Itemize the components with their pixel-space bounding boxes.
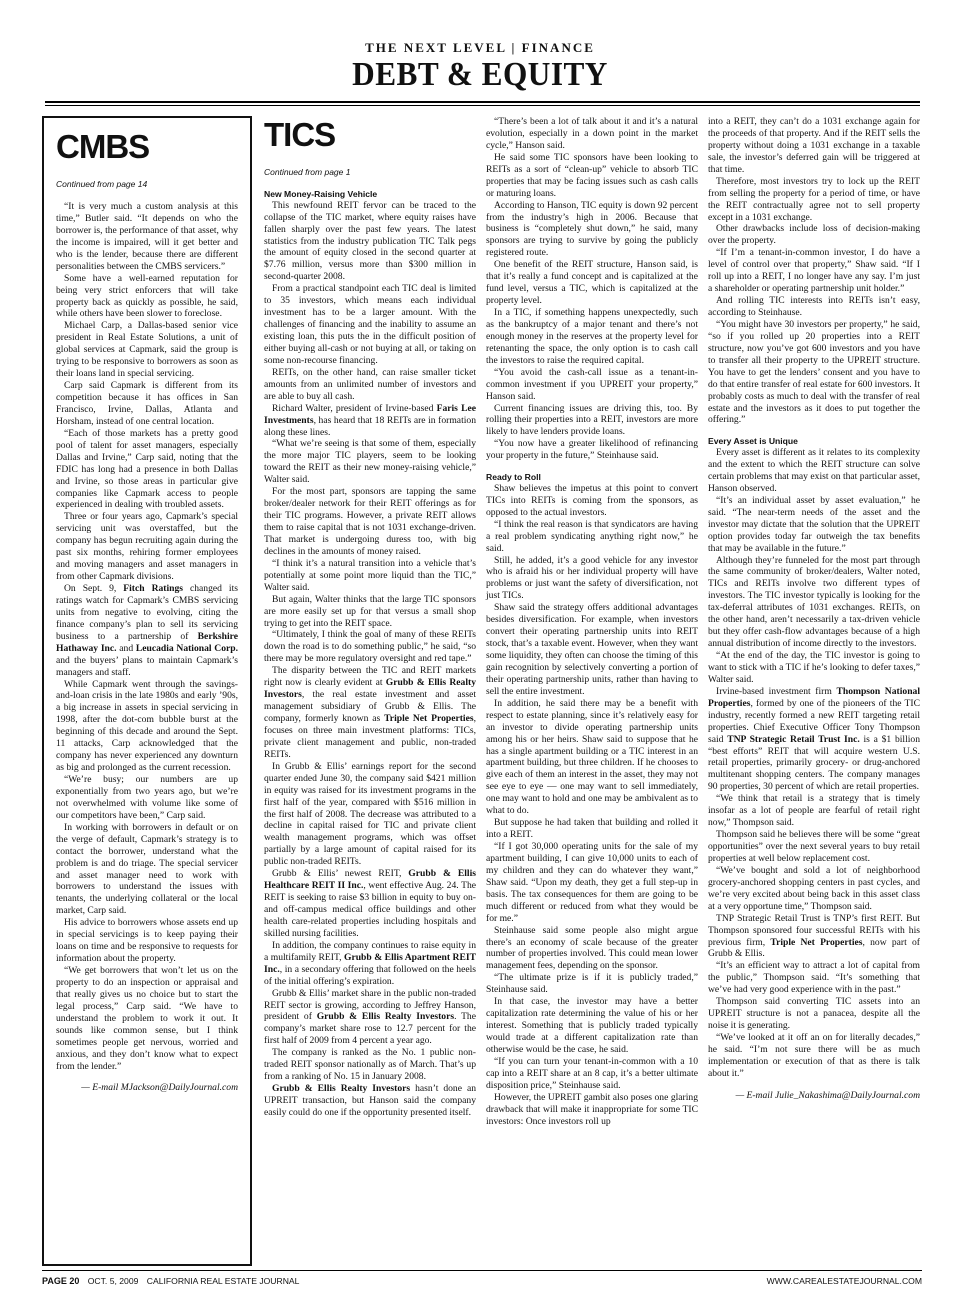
article-paragraph: Thompson said he believes there will be some “great opportunities” over the next several years to buy retail properties at well below replacement cost.: [708, 829, 920, 864]
article-paragraph: Although they’re funneled for the most part through the same community of broker/dealers, Walter noted, TICs and REITs involve two different types of investors. The TIC investor typically is looking for the tax-deferral attributes of 1031 exchanges. REITs, on the other hand, aren’t necessarily a tax-driven vehicle but they offer cash-flow advantages because of a high annual distribution of income directly to the investors.: [708, 554, 920, 650]
page-footer: [42, 1270, 922, 1286]
tics-column-1-body: [264, 189, 476, 1119]
subhead: New Money-Raising Vehicle: [264, 189, 378, 199]
article-paragraph: In addition, the company continues to raise equity in a multifamily REIT, Grubb & Ellis Apartment REIT Inc., in a secondary offering that followed on the heels of the initial offering’s expiration.: [264, 939, 476, 987]
footer-left: [42, 1276, 305, 1286]
article-paragraph: Other drawbacks include loss of decision-making over the property.: [708, 223, 920, 247]
article-paragraph: “You avoid the cash-call issue as a tenant-in-common investment if you UPREIT your property,” Hanson said.: [486, 366, 698, 402]
article-paragraph: According to Hanson, TIC equity is down 92 percent from the industry’s high in 2006. Because that business is “completely shut down,” he said, many sponsors are trying to survive by going the publicly registered route.: [486, 199, 698, 259]
article-paragraph: His advice to borrowers whose assets end up in special servicings is to keep paying their loans on time and be responsive to requests for information about the property.: [56, 917, 238, 965]
article-paragraph: But again, Walter thinks that the large TIC sponsors are more easily set up for that versus a small shop trying to get into the REIT space.: [264, 593, 476, 629]
article-paragraph: From a practical standpoint each TIC deal is limited to 35 investors, which means each individual investment has to be a larger amount. With the challenges of financing and the inability to assume an existing loan, this puts the in the difficult position of either buying all-cash or not buying at all, or taking on some non-recourse financing.: [264, 283, 476, 366]
article-paragraph: Thompson said converting TIC assets into an UPREIT structure is not a panacea, despite all the noise it is generating.: [708, 996, 920, 1032]
article-paragraph: “If I got 30,000 operating units for the sale of my apartment building, I can give 10,000 units to each of my children and they can do whatever they want,” Shaw said. “Upon my death, they get a full step-up in basis. The tax consequences for them are going to be much different or reduced from what they would be for me.”: [486, 841, 698, 924]
article-paragraph: In working with borrowers in default or on the verge of default, Capmark’s strategy is to contact the borrower, understand what the problem is and do triage. The special servicer and asset manager need to work with borrowers to understand the issues with tenants, the underlying collateral or the local market, Carp said.: [56, 821, 238, 917]
article-paragraph: Grubb & Ellis’ newest REIT, Grubb & Ellis Healthcare REIT II Inc., went effective Aug. 24. The REIT is seeking to raise $3 billion in equity to buy on- and off-campus medical office buildings and other health care-related properties including hospitals and skilled nursing facilities.: [264, 868, 476, 939]
article-paragraph: Current financing issues are driving this, too. By rolling their properties into a REIT, investors are more likely to have lenders provide loans.: [486, 402, 698, 438]
article-paragraph: “Each of those markets has a pretty good pool of talent for asset managers, especially Dallas and Irvine,” Carp said, noting that the FDIC has long had a presence in both Dallas and Irvine, so those areas in particular give companies like Capmark access to people experienced in dealing with troubled assets.: [56, 427, 238, 511]
publication-url[interactable]: WWW.CAREALESTATEJOURNAL.COM: [766, 1276, 922, 1286]
subhead: Ready to Roll: [486, 472, 541, 483]
cmbs-continued-line: Continued from page 14: [56, 179, 148, 189]
article-paragraph: “We’ve looked at it off an on for literally decades,” he said. “I’m not sure there will be as much implementation or execution of that as there is talk about it.”: [708, 1032, 920, 1079]
cmbs-kicker: CMBS: [56, 128, 150, 165]
tics-author-email[interactable]: — E-mail Julie_Nakashima@DailyJournal.com: [735, 1089, 920, 1101]
section-kicker: THE NEXT LEVEL | FINANCE: [365, 40, 595, 55]
tics-column-2: [486, 116, 698, 1128]
cmbs-author-email[interactable]: — E-mail MJackson@DailyJournal.com: [81, 1082, 238, 1094]
article-paragraph: “It is very much a custom analysis at this time,” Butler said. “It depends on who the borrower is, the performance of that asset, why the income is impaired, will it get better and who is the lender, because there are different personalities between the CMBS servicers.”: [56, 201, 238, 272]
article-paragraph: Shaw believes the impetus at this point to convert TICs into REITs is coming from the sponsors, as opposed to the actual investors.: [486, 482, 698, 518]
article-paragraph: While Capmark went through the savings-and-loan crisis in the late 1980s and early ’90s, a big increase in assets in special servicing in 1998, after the dot-com bubble burst at the beginning of this decade and around the Sept. 11 attacks, Carp acknowledged that the company has never experienced any downturn as big and prolonged as the current recession.: [56, 678, 238, 774]
article-paragraph: “It’s an efficient way to attract a lot of capital from the public,” Thompson said. “It’s something that we’ve had very good experience with in the past.”: [708, 960, 920, 996]
tics-kicker: TICS: [264, 116, 336, 153]
article-paragraph: Still, he added, it’s a good vehicle for any investor who is afraid his or her individual property will have problems or just want the safety of diversification, not just TICs.: [486, 554, 698, 602]
article-paragraph: Carp said Capmark is different from its competition because it has offices in San Francisco, Irvine, Dallas, Atlanta and Horsham, instead of one central location.: [56, 380, 238, 427]
article-paragraph: “There’s been a lot of talk about it and it’s a natural evolution, especially in a down point in the market cycle,” Hanson said.: [486, 116, 698, 151]
article-paragraph: For the most part, sponsors are tapping the same broker/dealer network for their REIT offerings as for their TIC programs. However, a private REIT allows them to raise capital that is not 1031 exchange-driven. That market is undergoing duress too, with big declines in the amounts of money raised.: [264, 486, 476, 557]
masthead: [0, 40, 960, 92]
article-paragraph: Michael Carp, a Dallas-based senior vice president in Real Estate Solutions, a unit of global services at Capmark, said the group is trying to be responsive to borrowers as soon as their loans land in special servicing.: [56, 320, 238, 380]
article-paragraph: Three or four years ago, Capmark’s special servicing unit was overstaffed, but the company has begun recruiting again during the past six months, rehiring former employees and moving managers and asset managers in from other Capmark divisions.: [56, 511, 238, 583]
article-paragraph: “We get borrowers that won’t let us on the property to do an inspection or appraisal and that really gives us no choice but to start the legal process,” Carp said. “We have to understand the problem to work it out. It sounds like common sense, but I think sometimes people get nervous, worried and anxious, and they don’t know what to expect from the lender.”: [56, 965, 238, 1072]
article-paragraph: “I think the real reason is that syndicators are having a real problem syndicating anything right now,” he said.: [486, 518, 698, 554]
article-paragraph: “If I’m a tenant-in-common investor, I do have a level of control over that property,” Shaw said. “If I roll up into a REIT, I no longer have any say. I’m just a shareholder or operating partnership unit holder.”: [708, 247, 920, 295]
article-paragraph: Irvine-based investment firm Thompson National Properties, formed by one of the pioneers of the TIC industry, recently formed a new REIT targeting retail properties. Chief Executive Officer Tony Thompson said TNP Strategic Retail Trust Inc. is a $1 billion “best efforts” REIT that will acquire western U.S. retail properties, primarily grocery- or drug-anchored multitenant shopping centers. The company manages 90 properties, 30 percent of which are retail properties.: [708, 685, 920, 793]
article-paragraph: This newfound REIT fervor can be traced to the collapse of the TIC market, where equity raises have fallen sharply over the past few years. The latest statistics from the industry publication TIC Talk pegs the amount of equity closed in the second quarter at $7.76 million, versus more than $300 million in second-quarter 2008.: [264, 199, 476, 283]
masthead-rule: [45, 101, 920, 103]
article-paragraph: Grubb & Ellis’ market share in the public non-traded REIT sector is growing, according to Jeffrey Hanson, president of Grubb & Ellis Realty Investors. The company’s market share rose to 12.7 percent for the first half of 2009 from 4 percent a year ago.: [264, 987, 476, 1047]
article-paragraph: In Grubb & Ellis’ earnings report for the second quarter ended June 30, the company said $421 million in equity was raised for its investment programs in the first half of the year, compared with $516 million in the first half of 2008. The decrease was attributed to a decline in capital raised for TIC and private client wealth management programs, which was offset partially by a large amount of capital raised for its public non-traded REITs.: [264, 760, 476, 868]
article-paragraph: Richard Walter, president of Irvine-based Faris Lee Investments, has heard that 18 REITs are in formation along these lines.: [264, 402, 476, 438]
article-paragraph: “The ultimate prize is if it is publicly traded,” Steinhause said.: [486, 972, 698, 996]
article-paragraph: One benefit of the REIT structure, Hanson said, is that it’s really a fund concept and is capitalized at the fund level, versus a TIC, which is capitalized at the property level.: [486, 259, 698, 307]
article-paragraph: TNP Strategic Retail Trust is TNP’s first REIT. But Thompson sponsored four successful REITs with his previous firm, Triple Net Properties, now part of Grubb & Ellis.: [708, 912, 920, 960]
article-paragraph: REITs, on the other hand, can raise smaller ticket amounts from an unlimited number of investors and are able to buy all cash.: [264, 366, 476, 402]
article-paragraph: “Ultimately, I think the goal of many of these REITs down the road is to do something public,” he said, “so there may be more regulatory oversight and red tape.”: [264, 629, 476, 665]
article-paragraph: into a REIT, they can’t do a 1031 exchange again for the proceeds of that property. And if the REIT sells the property without doing a 1031 exchange in a taxable sale, the investor’s deferred gain will be triggered at that time.: [708, 116, 920, 175]
article-paragraph: In that case, the investor may have a better capitalization rate determining the value of his or her interest. Something that is publicly traded typically would trade at a different capitalization rate than otherwise would be the case, he said.: [486, 996, 698, 1055]
article-paragraph: And rolling TIC interests into REITs isn’t easy, according to Steinhause.: [708, 295, 920, 318]
article-paragraph: Grubb & Ellis Realty Investors hasn’t done an UPREIT transaction, but Hanson said the company easily could do one if the opportunity presented itself.: [264, 1083, 476, 1118]
article-paragraph: Every asset is different as it relates to its complexity and the extent to which the REIT structure can solve certain problems that may exist on that particular asset, Hanson observed.: [708, 447, 920, 494]
cmbs-article-body: [56, 201, 238, 1072]
article-paragraph: However, the UPREIT gambit also poses one glaring drawback that will make it inappropriate for some TIC investors: Once investors roll up: [486, 1091, 698, 1127]
section-title: DEBT & EQUITY: [352, 56, 608, 93]
masthead-rule-thin: [45, 105, 920, 106]
publication-name: CALIFORNIA REAL ESTATE JOURNAL: [146, 1276, 300, 1286]
issue-date: OCT. 5, 2009: [87, 1276, 139, 1286]
article-paragraph: “I think it’s a natural transition into a vehicle that’s potentially at some point more liquid than the TIC,” Walter said.: [264, 557, 476, 593]
tics-column-3-body: [708, 116, 920, 1080]
tics-column-1: [264, 116, 476, 1119]
article-paragraph: “It’s an individual asset by asset evaluation,” he said. “The near-term needs of the asset and the investor may dictate that the solution that the UPREIT option provides today far outweigh the tax benefits that may be available in the future.”: [708, 494, 920, 554]
cmbs-sidebar: [42, 116, 252, 1266]
article-paragraph: “You now have a greater likelihood of refinancing your property in the future,” Steinhause said.: [486, 438, 698, 462]
subhead: Every Asset is Unique: [708, 436, 798, 447]
article-paragraph: On Sept. 9, Fitch Ratings changed its ratings watch for Capmark’s CMBS servicing units from negative to evolving, citing the finance company’s plan to sell its servicing business to a partnership of Berkshire Hathaway Inc. and Leucadia National Corp. and the buyers’ plans to maintain Capmark’s managers and staff.: [56, 583, 238, 678]
article-paragraph: Steinhause said some people also might argue there’s an economy of scale because of the greater number of properties involved. This could mean lower management fees, depending on the sponsor.: [486, 924, 698, 972]
article-paragraph: “We’re busy; our numbers are up exponentially from two years ago, but we’re not overwhelmed with volume like some of our competitors have been,” Carp said.: [56, 774, 238, 821]
article-paragraph: In a TIC, if something happens unexpectedly, such as the bankruptcy of a major tenant and there’s not enough money in the reserves at the property level for retenanting the space, the only option is to cash call the investors to raise the required capital.: [486, 307, 698, 366]
tics-column-2-body: [486, 116, 698, 1128]
article-paragraph: Shaw said the strategy offers additional advantages besides diversification. For example, when investors convert their operating partnership units into REIT stock, that’s a taxable event. However, when they want some liquidity, they often can choose the timing of this gain recognition by selectively converting a portion of their operating partnership units, rather than having to sell the entire investment.: [486, 602, 698, 697]
tics-column-3: [708, 116, 920, 1101]
article-paragraph: “We think that retail is a strategy that is timely insofar as a lot of people are fearful of retail right now,” Thompson said.: [708, 793, 920, 829]
article-paragraph: In addition, he said there may be a benefit with respect to estate planning, since it’s relatively easy for an investor to divide operating partnership units among his or her heirs. Shaw said to suppose that he has a single apartment building or a TIC interest in an apartment building, but three children. If he chooses to give each of them an interest in the asset, they may not see eye to eye — one may want to sell immediately, one may want to hold and one may be ambivalent as to what to do.: [486, 697, 698, 817]
article-paragraph: The company is ranked as the No. 1 public non-traded REIT sponsor nationally as of March. That’s up from a ranking of No. 15 in January 2008.: [264, 1047, 476, 1083]
article-paragraph: “At the end of the day, the TIC investor is going to want to stick with a TIC if he’s looking to defer taxes,” Walter said.: [708, 650, 920, 685]
article-paragraph: But suppose he had taken that building and rolled it into a REIT.: [486, 817, 698, 841]
page-number: PAGE 20: [42, 1276, 80, 1286]
article-paragraph: “If you can turn your tenant-in-common with a 10 cap into a REIT share at an 8 cap, it’s a better ultimate disposition price,” Steinhause said.: [486, 1055, 698, 1091]
article-paragraph: Therefore, most investors try to lock up the REIT from selling the property for a period of time, or have the REIT contractually agree not to sell property except in a 1031 exchange.: [708, 175, 920, 223]
tics-continued-line: Continued from page 1: [264, 167, 351, 177]
article-paragraph: The disparity between the TIC and REIT markets right now is clearly evident at Grubb & Ellis Realty Investors, the real estate investment and asset management subsidiary of Grubb & Ellis. The company, formerly known as Triple Net Properties, focuses on three main investment platforms: TICs, private client management and public, non-traded REITs.: [264, 665, 476, 760]
article-paragraph: He said some TIC sponsors have been looking to REITs as a sort of “clean-up” vehicle to absorb TIC properties that may be facing issues such as cash calls or maturing loans.: [486, 151, 698, 199]
article-paragraph: “What we’re seeing is that some of them, especially the more major TIC players, seem to be looking toward the REIT as their new money-raising vehicle,” Walter said.: [264, 438, 476, 486]
article-paragraph: Some have a well-earned reputation for being very strict enforcers that will take property back as quickly as possible, he said, while others have been slower to foreclose.: [56, 272, 238, 320]
article-paragraph: “You might have 30 investors per property,” he said, “so if you rolled up 20 properties into a REIT structure, now you’ve got 600 investors and you have to transfer all their property to the UPREIT structure. You have to get the lenders’ consent and you have to do that entire transfer of real estate for 600 investors. It probably costs as much to deal with the transfer of real estate and the investors as it does to put together the offering.”: [708, 318, 920, 426]
article-paragraph: “We’ve bought and sold a lot of neighborhood grocery-anchored shopping centers in past cycles, and we’re very excited about being back in this asset class at a very opportune time,” Thompson said.: [708, 864, 920, 912]
